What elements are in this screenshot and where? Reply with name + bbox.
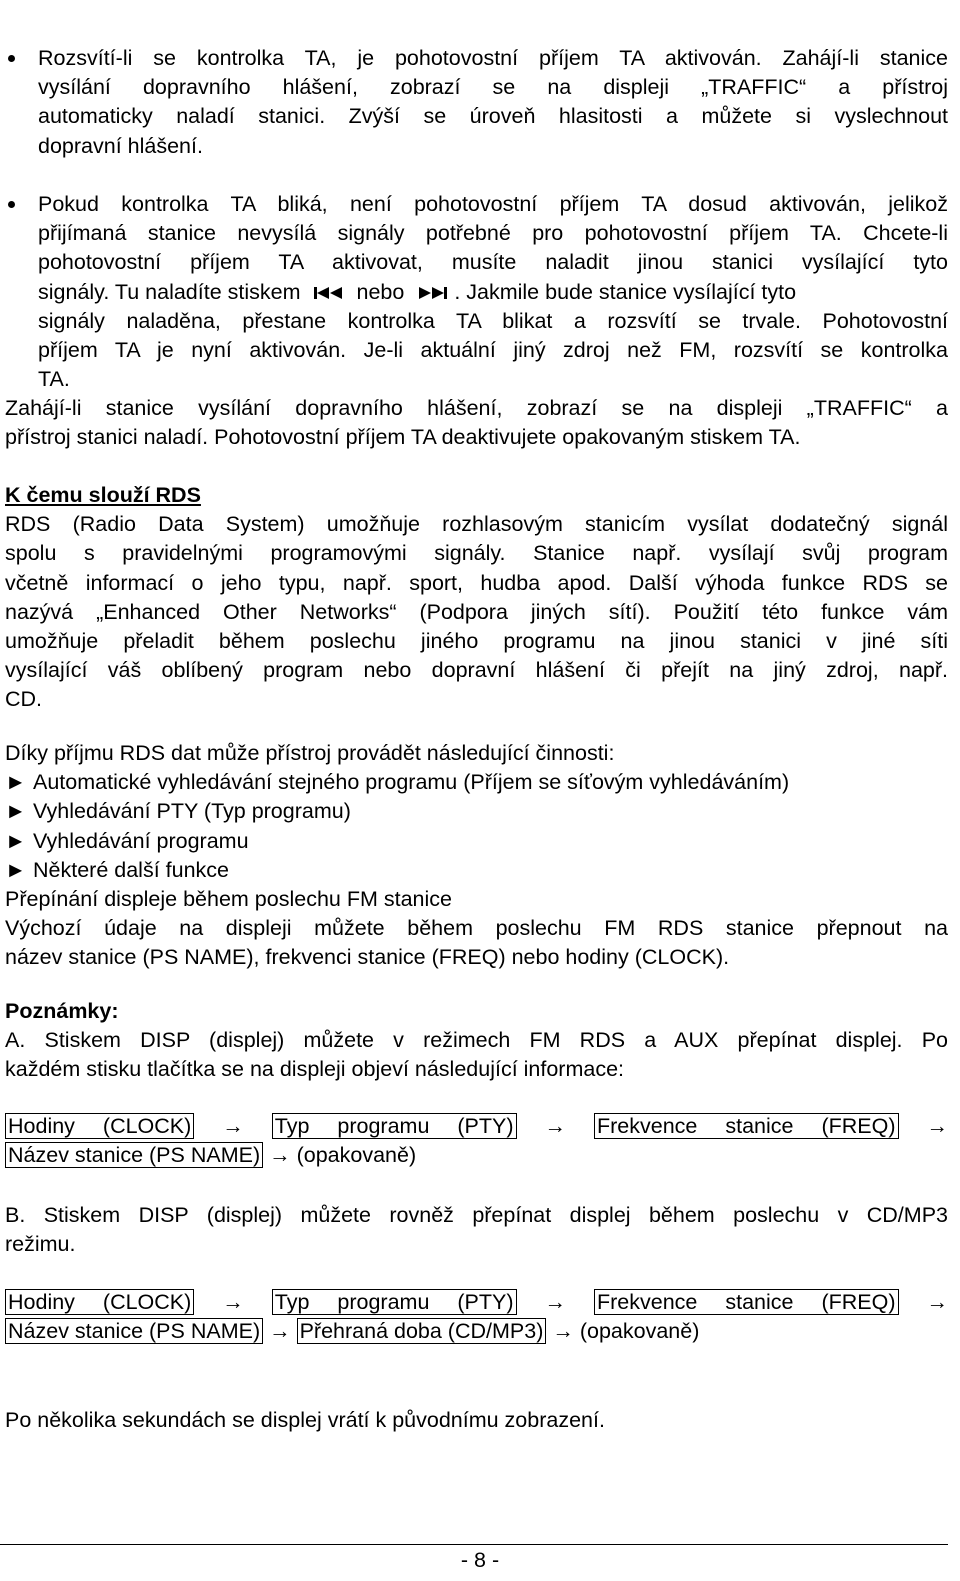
text-line: A. Stiskem DISP (displej) můžete v režimech FM RDS a AUX přepínat displej. Po [5, 1028, 948, 1053]
display-switch-title: Přepínání displeje během poslechu FM stanice [5, 887, 452, 912]
arrow-icon: → [269, 1319, 291, 1344]
bullet-dot-icon [8, 201, 15, 208]
list-item [5, 856, 948, 885]
text-line: režimu. [5, 1232, 76, 1257]
text-line: CD. [5, 687, 43, 712]
triangle-bullet-icon: ► [5, 857, 27, 882]
text-line: TA. [38, 367, 70, 392]
display-sequence-a [5, 1112, 948, 1170]
rds-features [5, 739, 948, 973]
note-b [5, 1201, 948, 1259]
text-line: Zahájí-li stanice vysílání dopravního hlášení, zobrazí se na displeji „TRAFFIC“ a [5, 396, 948, 420]
seq-repeat: (opakovaně) [579, 1319, 700, 1344]
page-number: - 8 - [460, 1548, 500, 1572]
text-fragment: nebo [356, 279, 405, 304]
text-line: příjem TA je nyní aktivován. Je-li aktuální jiný zdroj než FM, rozsvítí se kontrolka [38, 338, 948, 363]
text-line: Výchozí údaje na displeji můžete během poslechu FM RDS stanice přepnout na [5, 916, 948, 941]
list-item [5, 827, 948, 856]
closing-paragraph [5, 1406, 948, 1435]
text-line: včetně informací o jeho typu, např. sport, hudba apod. Další výhoda funkce RDS se [5, 570, 948, 595]
list-item-text: Vyhledávání PTY (Typ programu) [33, 799, 351, 824]
skip-forward-icon [416, 286, 448, 300]
triangle-bullet-icon: ► [5, 828, 27, 853]
text-line: název stanice (PS NAME), frekvenci stanice (FREQ) nebo hodiny (CLOCK). [5, 945, 730, 970]
seq-item-ps-name: Název stanice (PS NAME) [5, 1318, 263, 1344]
arrow-icon: → [222, 1290, 244, 1314]
seq-item-freq: Frekvence stanice (FREQ) [594, 1289, 899, 1315]
text-line: nazývá „Enhanced Other Networks“ (Podpora jiných sítí). Použití této funkce vám [5, 599, 948, 624]
arrow-icon: → [269, 1143, 291, 1168]
triangle-bullet-icon: ► [5, 799, 27, 824]
arrow-icon: → [926, 1114, 948, 1138]
text-line: pohotovostní příjem TA aktivovat, musíte naladit jinou stanici vysílající tyto [38, 250, 948, 275]
text-line: přístroj stanici naladí. Pohotovostní příjem TA deaktivujete opakovaným stiskem TA. [5, 425, 801, 450]
sequence-line [5, 1112, 948, 1141]
rds-heading: K čemu slouží RDS [5, 483, 201, 507]
text-line: Pokud kontrolka TA bliká, není pohotovostní příjem TA dosud aktivován, jelikož [38, 192, 948, 216]
text-line: vysílání dopravního hlášení, zobrazí se na displeji „TRAFFIC“ a přístroj [38, 75, 948, 100]
sequence-line [5, 1141, 948, 1170]
seq-item-clock: Hodiny (CLOCK) [5, 1289, 194, 1315]
text-line: Po několika sekundách se displej vrátí k původnímu zobrazení. [5, 1408, 605, 1432]
text-line: dopravní hlášení. [38, 133, 203, 158]
skip-back-icon [313, 286, 345, 300]
sequence-line [5, 1317, 948, 1346]
text-line: signály naladěna, přestane kontrolka TA blikat a rozsvítí se trvale. Pohotovostní [38, 308, 948, 333]
seq-item-clock: Hodiny (CLOCK) [5, 1113, 194, 1139]
sequence-line [5, 1288, 948, 1317]
footer-divider [0, 1544, 948, 1545]
text-line: přijímaná stanice nevysílá signály potřebné pro pohotovostní příjem TA. Chcete-li [38, 221, 948, 246]
list-item [5, 768, 948, 797]
list-item-text: Některé další funkce [33, 857, 229, 882]
text-line: automaticky naladí stanici. Zvýší se úroveň hlasitosti a můžete si vyslechnout [38, 104, 948, 129]
text-line: RDS (Radio Data System) umožňuje rozhlasovým stanicím vysílat dodatečný signál [5, 512, 948, 537]
text-line: každém stisku tlačítka se na displeji objeví následující informace: [5, 1057, 625, 1082]
notes-section [5, 997, 948, 1085]
text-fragment: signály. Tu naladíte stiskem [38, 279, 301, 304]
seq-item-pty: Typ programu (PTY) [272, 1289, 517, 1315]
text-fragment: . Jakmile bude stanice vysílající tyto [454, 279, 797, 304]
rds-intro: Díky příjmu RDS dat může přístroj provádět následující činnosti: [5, 741, 615, 765]
text-line: spolu s pravidelnými programovými signály. Stanice např. vysílají svůj program [5, 541, 948, 566]
bullet-dot-icon [8, 55, 15, 62]
seq-item-pty: Typ programu (PTY) [272, 1113, 517, 1139]
arrow-icon: → [552, 1319, 574, 1344]
text-line: vysílající váš oblíbený program nebo dopravní hlášení či přejít na jiný zdroj, např. [5, 658, 948, 683]
text-line: umožňuje přeladit během poslechu jiného programu na jinou stanici v jiné síti [5, 629, 948, 654]
seq-repeat: (opakovaně) [296, 1143, 417, 1168]
bullet-ta-blinking [38, 190, 948, 394]
notes-heading: Poznámky: [5, 999, 119, 1023]
list-item-text: Automatické vyhledávání stejného programu (Příjem se síťovým vyhledáváním) [33, 770, 790, 795]
arrow-icon: → [222, 1114, 244, 1138]
text-line-with-icons [38, 278, 948, 307]
seq-item-freq: Frekvence stanice (FREQ) [594, 1113, 899, 1139]
display-sequence-b [5, 1288, 948, 1346]
list-item [5, 797, 948, 826]
seq-item-playtime: Přehraná doba (CD/MP3) [297, 1318, 547, 1344]
text-line: B. Stiskem DISP (displej) můžete rovněž přepínat displej během poslechu v CD/MP3 [5, 1203, 948, 1227]
triangle-bullet-icon: ► [5, 770, 27, 795]
seq-item-ps-name: Název stanice (PS NAME) [5, 1142, 263, 1168]
arrow-icon: → [544, 1290, 567, 1314]
list-item-text: Vyhledávání programu [33, 828, 249, 853]
arrow-icon: → [544, 1114, 567, 1138]
bullet-ta-active [38, 44, 948, 161]
text-line: Rozsvítí-li se kontrolka TA, je pohotovostní příjem TA aktivován. Zahájí-li stanice [38, 46, 948, 70]
traffic-paragraph [5, 394, 948, 452]
arrow-icon: → [926, 1290, 948, 1314]
rds-section [5, 481, 948, 715]
